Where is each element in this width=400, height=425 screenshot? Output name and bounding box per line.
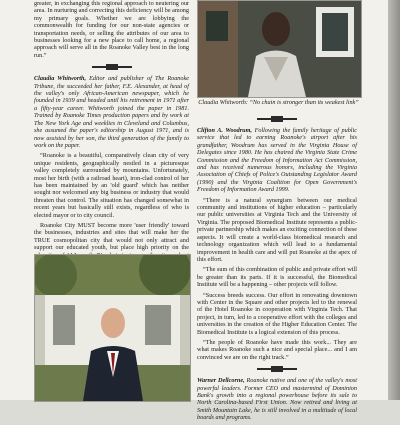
dellcorne-photo — [34, 254, 191, 402]
whitworth-bio — [34, 75, 189, 149]
left-column — [34, 0, 189, 282]
dellcorne-bio-name: Warner Dellcorne, — [197, 377, 245, 385]
whitworth-photo-caption: Claudia Whitworth: “No chain is stronger than its weakest link” — [198, 99, 359, 106]
whitworth-photo — [197, 0, 362, 98]
whitworth-bio-name: Claudia Whitworth, — [34, 75, 87, 83]
woodrum-quote-3: “Success breeds success. Our effort in renovating downtown with Center in the Square and other projects led to the renewal of the Hotel Roanoke in cooperation with Virginia Tech. That project, in turn, led to a cooperative effort with the colleges and universities in the creation of the Higher Education Center. The Biomedical Institute is a logical extension of this process. — [197, 291, 357, 336]
section-divider — [257, 116, 297, 122]
continued-paragraph: greater, in exchanging this regional approach to neutering our area. In nurturing and correcting this deficiency will be among my primary goals. Whether we are lobbying the commonwealth for funding for our non-state agencies or transportation needs, or selling the attributes of our area to businesses looking for a new place to call home, a regional approach will serve all in the Roanoke Valley best in the long run.” — [34, 0, 189, 59]
whitworth-quote-1: “Roanoke is a beautiful, comparatively clean city of very unique residents, geographically nestled in a picturesque valley completely surrounded by mountains. Unfortunately, most her birth (with a railroad heart), iron-clad control of her has been maintained by an 'old guard' which has neither sought nor welcomed any big business or industry that would threaten that control. The situation has changed somewhat in recent years but basically still exists, regardless of who is elected mayor or to city council. — [34, 152, 189, 219]
dellcorne-bio-text: Roanoke native and one of the valley's most powerful leaders. Former CEO and mastermind of Dominion Bank's growth into a regional powerhouse before its sale to North Carolina-based First Union. Now retired and living at Smith Mountain Lake, he is still involved in a multitude of local boards and programs. — [197, 377, 358, 422]
whitworth-quote-2: Roanoke City MUST become more 'user friendly' toward the businesses, industries and sites that will make her the TRUE cosmopolitan city that would not only attract and support our educated youth, but place high priority on the — [34, 221, 189, 252]
woodrum-quote-1: “There is a natural synergism between our medical community and institutions of higher education – particularly our public universities at Virginia Tech and the University of Virginia. The proposed Biomedical Institute represents a public-private partnership which makes an exciting connection of these aspects. It will create a world-class biomedical research and technology organization which will lead to a fundamental improvement in health care and will put Roanoke at the apex of this effort. — [197, 196, 357, 263]
dellcorne-bio — [197, 377, 357, 421]
whitworth-bio-text: Editor and publisher of The Roanoke Tribune, the succeeded her father, F.E. Alexander, at head of the valley's only African-American newspaper, which he founded in 1939 and headed until his retirement in 1971 after a fifty-year career. Whitworth joined the paper in 1981. Trained by Roanoke Times production papers and by work at The New York Age and weeklies in Cleveland and Columbus, she assumed the paper's editorship in August 1971, and is now assisted by her son, the third generation of the family to work on the paper. — [34, 75, 189, 149]
page-edge — [388, 0, 400, 400]
section-divider — [92, 64, 132, 70]
woodrum-bio-name: Clifton A. Woodrum, — [197, 127, 252, 134]
right-column — [197, 116, 357, 425]
woodrum-quote-4: “The people of Roanoke have made this work... They are what makes Roanoke such a nice and special place... and I am convinced we are on the right track.” — [197, 338, 357, 361]
woodrum-quote-2: “The sum of this combination of public and private effort will be greater than its parts. If it is successful, the Biomedical Institute will be a happening – other projects will follow. — [197, 266, 357, 289]
woodrum-bio-text: Following the family heritage of public service that led to earning Roanoke's airport after his grandfather, Woodrum has served in the Virginia House of Delegates since 1980. He has chaired the Virginia State Crime Commission and the Freedom of Information Act Commission, and has received numerous honors, including the Virginia Association of Chiefs of Police's Outstanding Legislator Award (1990) and the Virginia Coalition for Open Government's Freedom of Information Award 1999. — [197, 127, 357, 194]
woodrum-bio — [197, 127, 357, 194]
section-divider — [257, 366, 297, 372]
